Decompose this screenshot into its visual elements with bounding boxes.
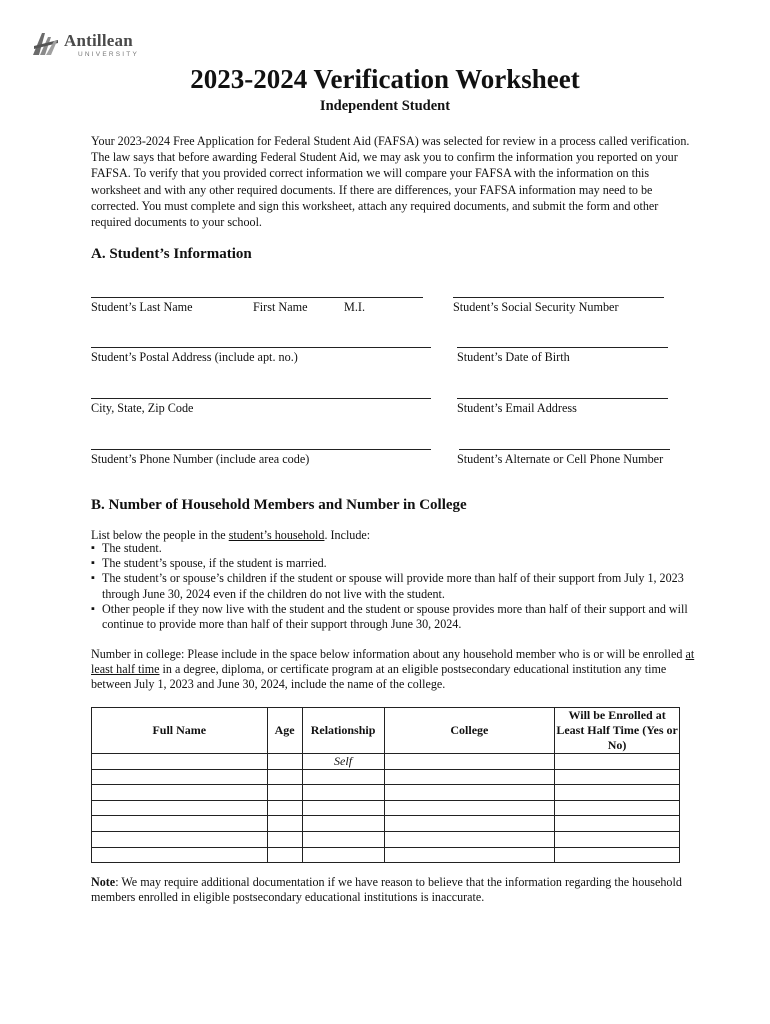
- logo-subtitle: UNIVERSITY: [78, 51, 140, 58]
- table-cell[interactable]: [92, 785, 268, 801]
- table-header-row: [92, 708, 680, 754]
- table-cell[interactable]: [384, 831, 555, 847]
- table-cell[interactable]: [555, 816, 680, 832]
- city-state-zip-field[interactable]: [91, 398, 431, 399]
- col-full-name: Full Name: [92, 708, 268, 754]
- table-row: [92, 785, 680, 801]
- phone-field[interactable]: [91, 449, 431, 450]
- table-row: [92, 831, 680, 847]
- ssn-field[interactable]: [453, 297, 664, 298]
- table-row: [92, 816, 680, 832]
- logo-wordmark: Antillean: [64, 31, 133, 50]
- table-cell[interactable]: [267, 847, 302, 863]
- alt-phone-field[interactable]: [459, 449, 670, 450]
- col-relationship: Relationship: [302, 708, 384, 754]
- page-title: 2023-2024 Verification Worksheet: [190, 64, 580, 94]
- table-cell[interactable]: [267, 831, 302, 847]
- table-cell[interactable]: [267, 754, 302, 770]
- table-cell[interactable]: [302, 785, 384, 801]
- section-b-heading: B. Number of Household Members and Number in College: [91, 497, 467, 513]
- table-cell[interactable]: [267, 816, 302, 832]
- household-intro: List below the people in the student’s household. Include:: [91, 528, 371, 542]
- col-college: College: [384, 708, 555, 754]
- phone-label: Student’s Phone Number (include area code): [91, 452, 310, 466]
- household-table: [91, 707, 680, 863]
- table-cell[interactable]: [302, 831, 384, 847]
- postal-address-label: Student’s Postal Address (include apt. no.): [91, 350, 298, 364]
- first-name-label: First Name: [253, 300, 308, 314]
- list-item: ▪ The student.: [91, 541, 691, 556]
- email-field[interactable]: [457, 398, 668, 399]
- intro-paragraph: Your 2023-2024 Free Application for Federal Student Aid (FAFSA) was selected for review in a process called verification. The law says that before awarding Federal Student Aid, we may ask you to confirm the information you reported on your FAFSA. To verify that you provided correct information we will compare your FAFSA with the information on this worksheet and with any other required documents. If there are differences, your FAFSA information may need to be corrected. You must complete and sign this worksheet, attach any required documents, and submit the form and other required documents to your school.: [91, 134, 690, 230]
- list-item: ▪ The student’s or spouse’s children if the student or spouse will provide more than half of their support from July 1, 2023 through June 30, 2024 even if the children do not live with the student.: [91, 571, 691, 601]
- ssn-label: Student’s Social Security Number: [453, 300, 619, 314]
- last-name-label: Student’s Last Name: [91, 300, 193, 314]
- note-paragraph: Note: We may require additional documentation if we have reason to believe that the information regarding the household members enrolled in eligible postsecondary educational institutions is inaccurate.: [91, 875, 682, 905]
- page-subtitle: Independent Student: [319, 98, 451, 114]
- col-age: Age: [267, 708, 302, 754]
- table-cell[interactable]: [384, 785, 555, 801]
- relationship-self-cell: Self: [302, 754, 384, 770]
- university-crest-icon: [30, 29, 62, 61]
- table-cell[interactable]: [555, 754, 680, 770]
- university-logo: [30, 29, 150, 63]
- table-row: [92, 800, 680, 816]
- table-cell[interactable]: [302, 769, 384, 785]
- table-cell[interactable]: [555, 769, 680, 785]
- table-cell[interactable]: [92, 847, 268, 863]
- table-cell[interactable]: [555, 785, 680, 801]
- table-cell[interactable]: [384, 754, 555, 770]
- dob-field[interactable]: [457, 347, 668, 348]
- list-item: ▪ Other people if they now live with the student and the student or spouse provides more than half of their support and will continue to provide more than half of their support through June 30, 2024.: [91, 602, 691, 632]
- table-cell[interactable]: [92, 831, 268, 847]
- section-a-heading: A. Student’s Information: [91, 246, 252, 262]
- table-cell[interactable]: [302, 816, 384, 832]
- email-label: Student’s Email Address: [457, 401, 577, 415]
- table-cell[interactable]: [267, 769, 302, 785]
- college-instructions: Number in college: Please include in the space below information about any household member who is or will be enrolled at least half time in a degree, diploma, or certificate program at an eligible postsecondary educational institution any time between July 1, 2023 and June 30, 2024, include the name of the college.: [91, 647, 695, 692]
- table-cell[interactable]: [92, 754, 268, 770]
- table-cell[interactable]: [384, 816, 555, 832]
- col-enrolled-half-time: Will be Enrolled at Least Half Time (Yes or No): [556, 708, 678, 752]
- last-name-field[interactable]: [91, 297, 423, 298]
- table-row: [92, 847, 680, 863]
- table-cell[interactable]: [92, 769, 268, 785]
- table-cell[interactable]: [555, 831, 680, 847]
- dob-label: Student’s Date of Birth: [457, 350, 570, 364]
- alt-phone-label: Student’s Alternate or Cell Phone Number: [457, 452, 664, 466]
- postal-address-field[interactable]: [91, 347, 431, 348]
- table-cell[interactable]: [92, 800, 268, 816]
- note-label: Note: [91, 875, 116, 889]
- table-cell[interactable]: [384, 769, 555, 785]
- table-cell[interactable]: [92, 816, 268, 832]
- table-cell[interactable]: [555, 847, 680, 863]
- table-cell[interactable]: [302, 847, 384, 863]
- table-cell[interactable]: [555, 800, 680, 816]
- table-cell[interactable]: [267, 785, 302, 801]
- table-row: [92, 769, 680, 785]
- table-cell[interactable]: [384, 800, 555, 816]
- table-cell[interactable]: [384, 847, 555, 863]
- table-cell[interactable]: [267, 800, 302, 816]
- mi-label: M.I.: [344, 300, 365, 314]
- table-cell[interactable]: [302, 800, 384, 816]
- city-state-zip-label: City, State, Zip Code: [91, 401, 194, 415]
- household-list: [91, 541, 691, 632]
- table-row: [92, 754, 680, 770]
- list-item: ▪ The student’s spouse, if the student is married.: [91, 556, 691, 571]
